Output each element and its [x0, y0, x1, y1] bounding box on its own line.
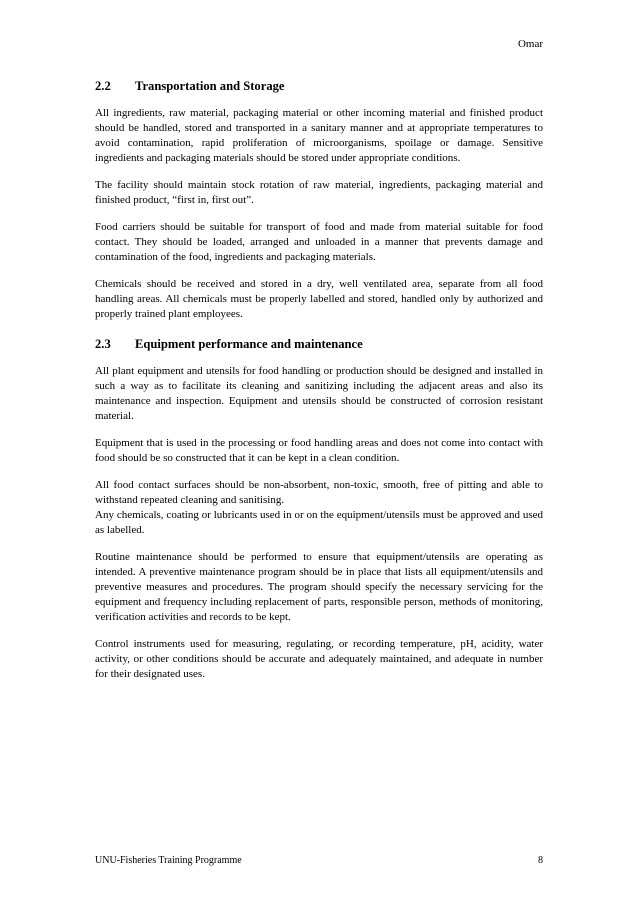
- paragraph: All food contact surfaces should be non-absorbent, non-toxic, smooth, free of pitting and able to withstand repeated cleaning and sanitising.: [95, 479, 543, 506]
- paragraph: Food carriers should be suitable for transport of food and made from material suitable for food contact. They should be loaded, arranged and unloaded in a manner that prevents damage and contamination of the food, ingredients and packaging materials.: [95, 221, 543, 263]
- footer-programme-name: UNU-Fisheries Training Programme: [95, 855, 242, 866]
- page-number: 8: [538, 855, 543, 866]
- section-number: 2.2: [95, 79, 111, 93]
- paragraph: Equipment that is used in the processing or food handling areas and does not come into contact with food should be so constructed that it can be kept in a clean condition.: [95, 437, 543, 464]
- paragraph: The facility should maintain stock rotation of raw material, ingredients, packaging material and finished product, “first in, first out”.: [95, 179, 543, 206]
- header-author: Omar: [517, 38, 543, 50]
- section-heading: [95, 78, 543, 94]
- page-content: [95, 78, 543, 694]
- paragraph: Routine maintenance should be performed to ensure that equipment/utensils are operating as intended. A preventive maintenance program should be in place that lists all equipment/utensils and preventive measures and procedures. The program should specify the necessary servicing for the equipment and frequency including replacement of parts, responsible person, methods of monitoring, verification activities and records to be kept.: [95, 551, 543, 623]
- paragraph: All ingredients, raw material, packaging material or other incoming material and finished product should be handled, stored and transported in a sanitary manner and at appropriate temperatures to avoid contamination, rapid proliferation of microorganisms, spoilage or damage. Sensitive ingredients and packaging materials should be stored under appropriate conditions.: [95, 107, 543, 164]
- paragraph: Control instruments used for measuring, regulating, or recording temperature, pH, acidity, water activity, or other conditions should be accurate and adequately maintained, and adequate in number for their designated uses.: [95, 638, 543, 680]
- paragraph: All plant equipment and utensils for food handling or production should be designed and installed in such a way as to facilitate its cleaning and sanitizing including the adjacent areas and also its maintenance and inspection. Equipment and utensils should be constructed of corrosion resistant material.: [95, 365, 543, 422]
- section-title: Equipment performance and maintenance: [135, 337, 363, 351]
- section-title: Transportation and Storage: [135, 79, 285, 93]
- page-footer: [95, 855, 543, 866]
- paragraph: Chemicals should be received and stored in a dry, well ventilated area, separate from all food handling areas. All chemicals must be properly labelled and stored, handled only by authorized and properly trained plant employees.: [95, 278, 543, 320]
- paragraph: Any chemicals, coating or lubricants used in or on the equipment/utensils must be approved and used as labelled.: [95, 509, 543, 536]
- section-number: 2.3: [95, 337, 111, 351]
- section-heading: [95, 336, 543, 352]
